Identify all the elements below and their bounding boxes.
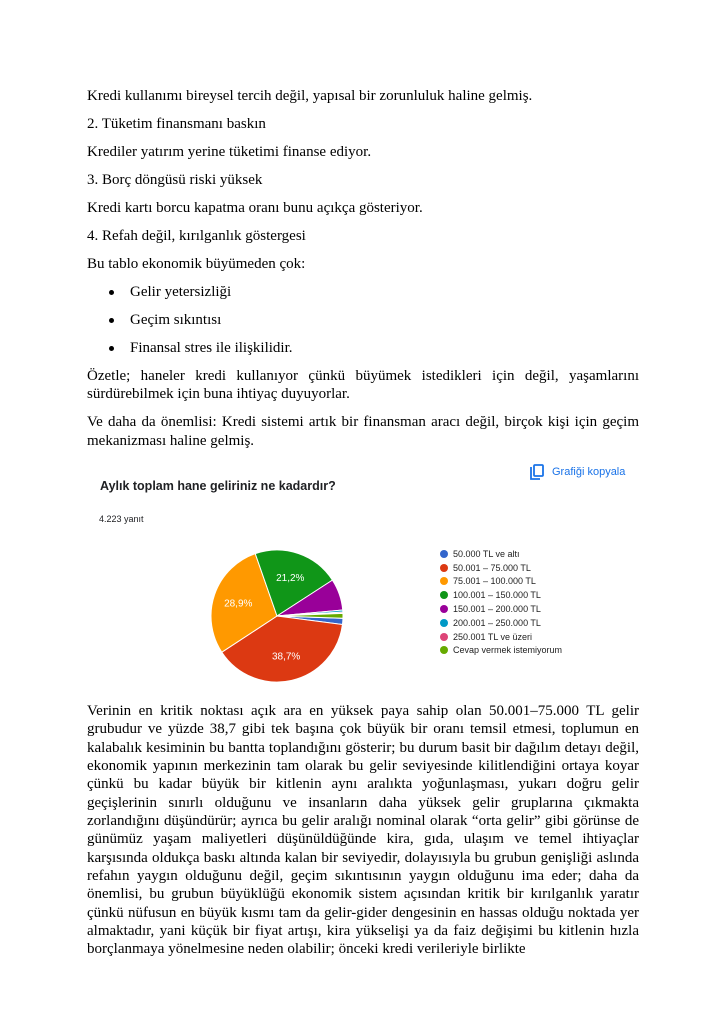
response-count: 4.223 yanıt bbox=[99, 514, 144, 524]
legend-label: 50.000 TL ve altı bbox=[453, 548, 520, 559]
bullet-icon bbox=[109, 318, 114, 323]
legend-color-dot bbox=[440, 646, 448, 654]
legend-color-dot bbox=[440, 564, 448, 572]
pie-slice-label: 28,9% bbox=[224, 598, 253, 610]
legend-label: 150.001 – 200.000 TL bbox=[453, 604, 541, 615]
legend-item[interactable] bbox=[440, 644, 562, 658]
heading-debt-cycle: 3. Borç döngüsü riski yüksek bbox=[87, 172, 263, 188]
document-body bbox=[87, 87, 639, 460]
list-item: Finansal stres ile ilişkilidir. bbox=[87, 339, 639, 357]
legend-color-dot bbox=[440, 577, 448, 585]
pie-chart bbox=[87, 455, 427, 695]
legend-item[interactable] bbox=[440, 561, 562, 575]
legend-label: 75.001 – 100.000 TL bbox=[453, 576, 536, 587]
paragraph-summary: Özetle; haneler kredi kullanıyor çünkü büyümek istedikleri için değil, yaşamlarını sürdürebilmek için buna ihtiyaç duyuyorlar. bbox=[87, 368, 639, 403]
paragraph-debt-cycle: Kredi kartı borcu kapatma oranı bunu açıkça gösteriyor. bbox=[87, 200, 423, 216]
pie-slice-label: 21,2% bbox=[276, 572, 305, 584]
legend-label: 50.001 – 75.000 TL bbox=[453, 562, 531, 573]
list-item: Geçim sıkıntısı bbox=[87, 311, 639, 329]
copy-icon bbox=[530, 464, 544, 480]
bullet-icon bbox=[109, 346, 114, 351]
legend-color-dot bbox=[440, 605, 448, 613]
legend-item[interactable] bbox=[440, 588, 562, 602]
legend-label: Cevap vermek istemiyorum bbox=[453, 645, 563, 656]
legend-color-dot bbox=[440, 550, 448, 558]
legend-label: 100.001 – 150.000 TL bbox=[453, 590, 541, 601]
legend-color-dot bbox=[440, 633, 448, 641]
legend-color-dot bbox=[440, 619, 448, 627]
legend-item[interactable] bbox=[440, 602, 562, 616]
list-item: Gelir yetersizliği bbox=[87, 283, 639, 301]
copy-chart-label: Grafiği kopyala bbox=[552, 466, 626, 478]
paragraph-important: Ve daha da önemlisi: Kredi sistemi artık bir finansman aracı değil, birçok kişi için geçim mekanizması haline gelmiş. bbox=[87, 414, 639, 449]
bullet-icon bbox=[109, 290, 114, 295]
chart-legend bbox=[440, 547, 562, 657]
heading-fragility: 4. Refah değil, kırılganlık göstergesi bbox=[87, 228, 306, 244]
pie-slice-label: 38,7% bbox=[271, 651, 301, 663]
paragraph-intro: Kredi kullanımı bireysel tercih değil, yapısal bir zorunluluk haline gelmiş. bbox=[87, 88, 533, 104]
legend-label: 250.001 TL ve üzeri bbox=[453, 631, 533, 642]
bullet-list bbox=[87, 283, 639, 357]
legend-item[interactable] bbox=[440, 575, 562, 589]
legend-label: 200.001 – 250.000 TL bbox=[453, 617, 541, 628]
heading-consumption-finance: 2. Tüketim finansmanı baskın bbox=[87, 116, 266, 132]
legend-item[interactable] bbox=[440, 630, 562, 644]
legend-color-dot bbox=[440, 591, 448, 599]
chart-card bbox=[87, 455, 642, 695]
paragraph-table-intro: Bu tablo ekonomik büyümeden çok: bbox=[87, 256, 306, 272]
copy-chart-button[interactable] bbox=[530, 464, 625, 480]
legend-item[interactable] bbox=[440, 547, 562, 561]
paragraph-consumption: Krediler yatırım yerine tüketimi finanse ediyor. bbox=[87, 144, 372, 160]
legend-item[interactable] bbox=[440, 616, 562, 630]
paragraph-analysis: Verinin en kritik noktası açık ara en yüksek paya sahip olan 50.001–75.000 TL gelir grubudur ve yüzde 38,7 gibi tek başına çok büyük bir oranı temsil etmesi, toplumun en kalabalık kesiminin bu bantta toplandığını gösterir; bu durum basit bir dağılım detayı değil, ekonomik yapının merkezinin tam olarak bu gelir seviyesinde kilitlendiğini ortaya koyar çünkü bu kadar büyük bir kitlenin aynı aralıkta yoğunlaşması, yukarı doğru gelir geçişlerinin sınırlı olduğunu ve insanların daha yüksek gelir gruplarına çıkmakta zorlandığını düşündürür; ayrıca bu gelir aralığı nominal olarak “orta gelir” gibi görünse de günümüz yaşam maliyetleri düşünüldüğünde kira, gıda, ulaşım ve temel ihtiyaçlar karşısında oldukça baskı altında kalan bir seviyedir, dolayısıyla bu grubun genişliği aslında refahın yaygın olduğunu değil, geçim sıkıntısının yaygın olduğunu ima eder; daha da önemlisi, bu grubun büyüklüğü ekonomik sistem açısından kritik bir kırılganlık yaratır çünkü nüfusun en büyük kısmı tam da gelir-gider dengesinin en hassas olduğu noktada yer almaktadır, yani küçük bir fiyat artışı, kira yükselişi ya da faiz değişimi bu kitlenin hızla borçlanmaya yönelmesine neden olabilir; önceki kredi verileriyle birlikte bbox=[87, 703, 639, 958]
chart-title: Aylık toplam hane geliriniz ne kadardır? bbox=[100, 479, 336, 493]
